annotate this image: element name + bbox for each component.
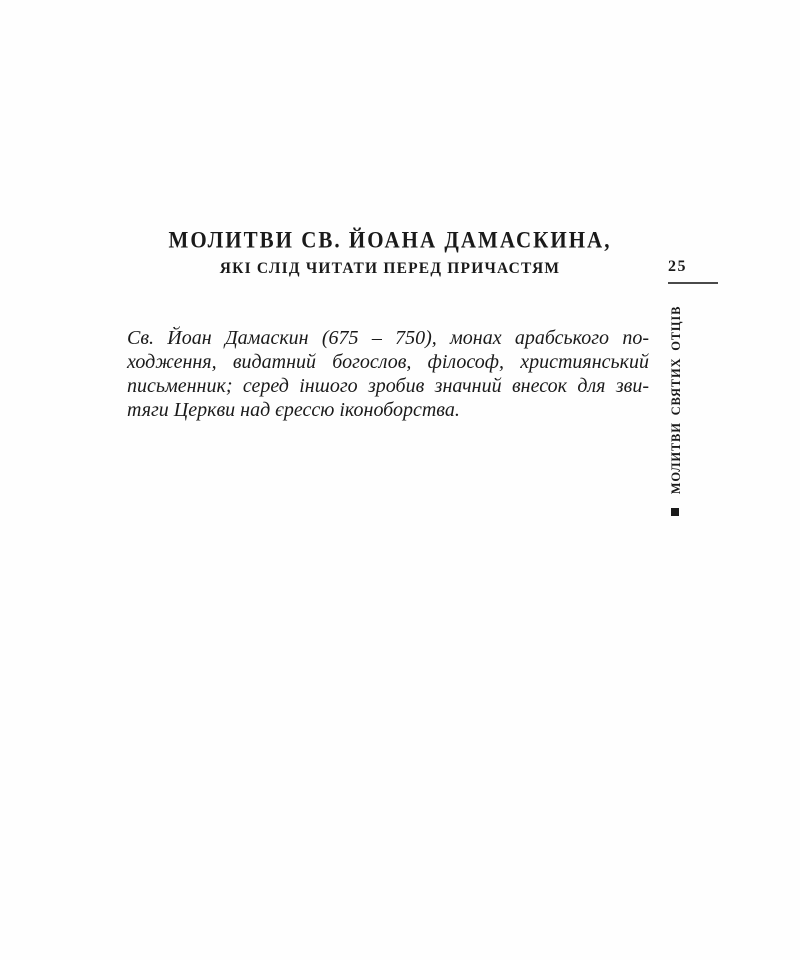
- page-number-rule: [668, 282, 718, 284]
- intro-paragraph: [127, 326, 649, 422]
- chapter-header: [130, 226, 650, 278]
- intro-line-1: Св. Йоан Дамаскин (675 – 750), монах арабського по-: [127, 327, 649, 349]
- page-number: 25: [668, 258, 687, 275]
- intro-line-3: письменник; серед іншого зробив значний внесок для зви-: [127, 375, 649, 397]
- chapter-subtitle: ЯКІ СЛІД ЧИТАТИ ПЕРЕД ПРИЧАСТЯМ: [219, 260, 561, 277]
- intro-line-2: ходження, видатний богослов, філософ, християнський: [127, 351, 649, 373]
- chapter-title: МОЛИТВИ СВ. ЙОАНА ДАМАСКИНА,: [168, 227, 612, 253]
- running-title-vertical: МОЛИТВИ СВЯТИХ ОТЦІВ: [669, 305, 683, 495]
- square-bullet-icon: [671, 508, 679, 516]
- intro-line-4: тяги Церкви над єрессю іконоборства.: [127, 399, 460, 421]
